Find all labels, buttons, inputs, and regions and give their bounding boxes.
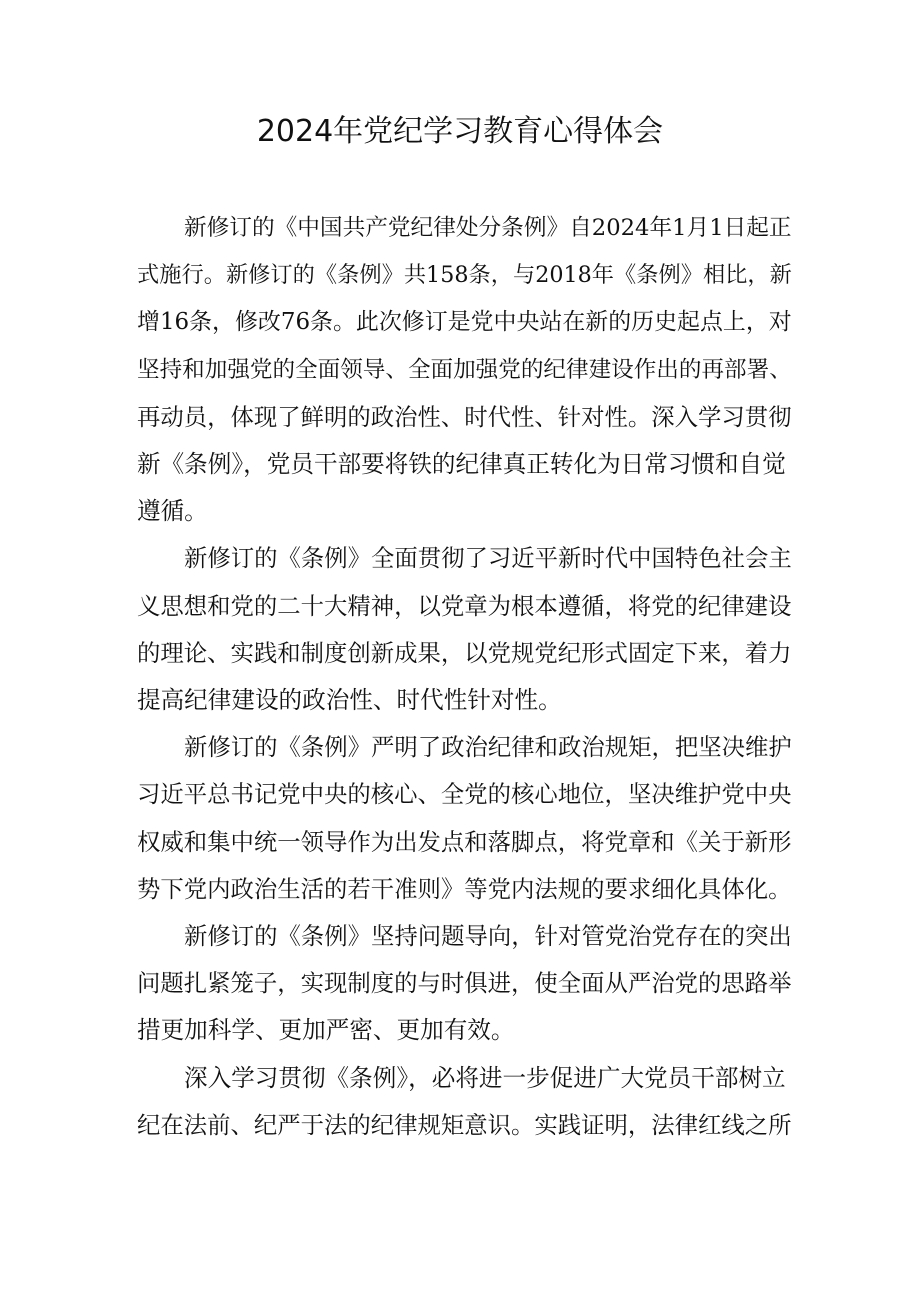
paragraph-line: 新修订的《条例》全面贯彻了习近平新时代中国特色社会主	[184, 544, 792, 573]
paragraph-line: 新修订的《条例》坚持问题导向，针对管党治党存在的突出	[184, 922, 792, 951]
paragraph-line: 势下党内政治生活的若干准则》等党内法规的要求细化具体化。	[137, 874, 792, 903]
paragraph-line: 问题扎紧笼子，实现制度的与时俱进，使全面从严治党的思路举	[137, 969, 792, 998]
paragraph-line: 新修订的《条例》严明了政治纪律和政治规矩，把坚决维护	[184, 733, 792, 762]
paragraph-line: 权威和集中统一领导作为出发点和落脚点，将党章和《关于新形	[137, 827, 792, 856]
paragraph-line: 再动员，体现了鲜明的政治性、时代性、针对性。深入学习贯彻	[137, 402, 792, 431]
paragraph-line: 式施行。新修订的《条例》共158条，与2018年《条例》相比，新	[137, 262, 792, 289]
paragraph-line: 习近平总书记党中央的核心、全党的核心地位，坚决维护党中央	[137, 780, 792, 809]
paragraph-line: 新修订的《中国共产党纪律处分条例》自2024年1月1日起正	[184, 215, 792, 241]
paragraph-line: 纪在法前、纪严于法的纪律规矩意识。实践证明，法律红线之所	[137, 1110, 792, 1139]
paragraph-line: 措更加科学、更加严密、更加有效。	[137, 1016, 515, 1045]
paragraph-line: 的理论、实践和制度创新成果，以党规党纪形式固定下来，着力	[137, 638, 792, 667]
paragraph-3	[137, 724, 792, 913]
paragraph-line: 遵循。	[137, 497, 208, 526]
paragraph-line: 深入学习贯彻《条例》，必将进一步促进广大党员干部树立	[184, 1063, 786, 1092]
paragraph-1	[137, 205, 792, 535]
paragraph-line: 义思想和党的二十大精神，以党章为根本遵循，将党的纪律建设	[137, 591, 792, 620]
paragraph-line: 提高纪律建设的政治性、时代性针对性。	[137, 686, 562, 715]
paragraph-line: 新《条例》，党员干部要将铁的纪律真正转化为日常习惯和自觉	[137, 450, 786, 479]
paragraph-line: 坚持和加强党的全面领导、全面加强党的纪律建设作出的再部署、	[137, 356, 792, 383]
paragraph-4	[137, 913, 792, 1055]
document-title: 2024年党纪学习教育心得体会	[256, 114, 664, 149]
document-body	[137, 205, 792, 1149]
paragraph-2	[137, 535, 792, 724]
paragraph-line: 增16条，修改76条。此次修订是党中央站在新的历史起点上，对	[137, 309, 792, 336]
paragraph-5	[137, 1055, 792, 1149]
